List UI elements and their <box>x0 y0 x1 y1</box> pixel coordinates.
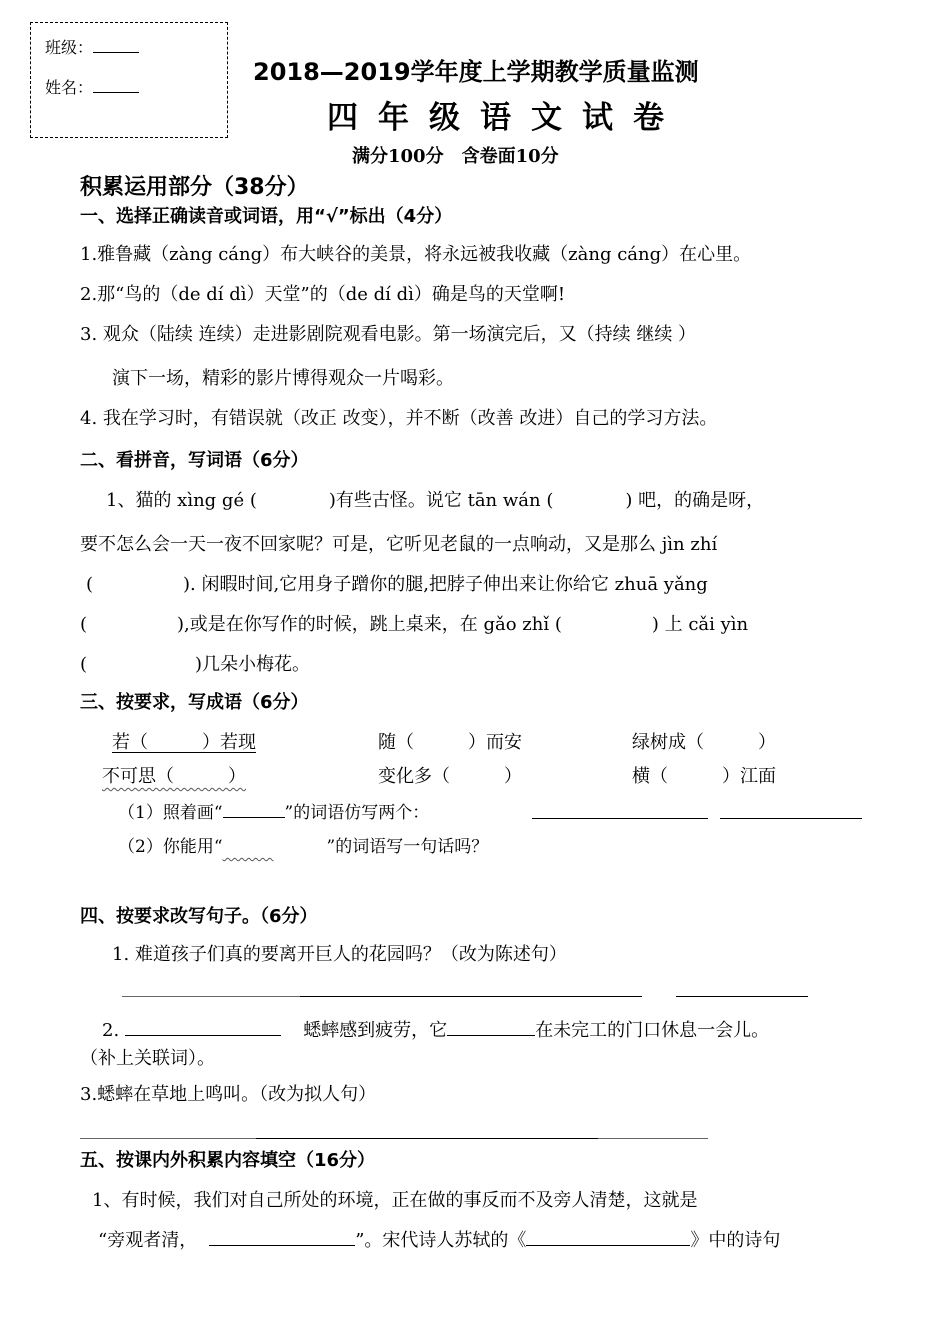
idiom-3[interactable]: 绿树成（ ） <box>632 732 776 753</box>
s3-q1-prefix: （1）照着画“ <box>118 803 223 823</box>
s3-q1-pattern-blank <box>223 817 285 818</box>
s2-line-5[interactable]: ( )几朵小梅花。 <box>80 654 311 675</box>
s4-q1-line-c[interactable] <box>676 996 808 997</box>
s5-q1-blank-1[interactable] <box>209 1245 355 1246</box>
s5-question-1-cont <box>98 1226 780 1252</box>
exam-score-note: 满分100分 含卷面10分 <box>352 146 559 167</box>
s4-q2-text-1: 蟋蟀感到疲劳，它 <box>303 1020 448 1041</box>
idiom-4[interactable]: 不可思（ ） <box>102 766 246 787</box>
s3-question-1 <box>118 798 429 823</box>
s4-q2-blank-1[interactable] <box>125 1035 281 1036</box>
part1-title: 积累运用部分（38分） <box>80 175 309 200</box>
class-label: 班级： <box>45 38 94 57</box>
s5-q1-text-1: “旁观者清， <box>98 1230 198 1251</box>
name-label: 姓名： <box>45 78 94 97</box>
s4-q3-line-b[interactable] <box>256 1138 598 1139</box>
s2-line-2[interactable]: 要不怎么会一天一夜不回家呢？可是，它听见老鼠的一点响动，又是那么 jìn zhí <box>80 534 718 555</box>
class-field[interactable] <box>45 35 139 58</box>
exam-title-year: 2018—2019学年度上学期教学质量监测 <box>253 58 699 86</box>
student-info-box <box>30 22 228 138</box>
exam-title-main: 四年级语文试卷 <box>327 100 684 136</box>
s4-q3-line-a[interactable] <box>80 1138 256 1139</box>
s4-question-2 <box>102 1016 769 1042</box>
s4-q2-num: 2. <box>102 1020 120 1041</box>
s1-question-3-cont: 演下一场，精彩的影片博得观众一片喝彩。 <box>112 368 454 389</box>
s5-question-1: 1、有时候，我们对自己所处的环境，正在做的事反而不及旁人清楚，这就是 <box>92 1190 698 1211</box>
s3-question-2 <box>118 832 488 857</box>
s5-q1-blank-2[interactable] <box>526 1245 690 1246</box>
s1-question-3[interactable]: 3. 观众（陆续 连续）走进影剧院观看电影。第一场演完后，又（持续 继续 ） <box>80 324 697 345</box>
section4-title: 四、按要求改写句子。（6分） <box>80 906 318 927</box>
s3-q1-answer-blank-1[interactable] <box>532 818 708 819</box>
s1-question-1[interactable]: 1.雅鲁藏（zàng cáng）布大峡谷的美景，将永远被我收藏（zàng cáng）在心里。 <box>80 244 752 265</box>
s2-line-3[interactable]: ( ). 闲暇时间,它用身子蹭你的腿,把脖子伸出来让你给它 zhuā yǎng <box>86 574 708 595</box>
s3-q2-pattern-blank <box>223 837 327 857</box>
s2-line-4[interactable]: ( ),或是在你写作的时候，跳上桌来，在 gǎo zhǐ ( ) 上 cǎi yìn <box>80 614 749 635</box>
section3-title: 三、按要求，写成语（6分） <box>80 692 309 713</box>
section2-title: 二、看拼音，写词语（6分） <box>80 450 309 471</box>
s4-q2-blank-2[interactable] <box>447 1035 535 1036</box>
s4-question-1: 1. 难道孩子们真的要离开巨人的花园吗？（改为陈述句） <box>112 944 567 965</box>
s3-q1-answer-blank-2[interactable] <box>720 818 862 819</box>
s5-q1-text-2: ”。宋代诗人苏轼的《 <box>355 1230 527 1251</box>
s1-question-2[interactable]: 2.那“鸟的（de dí dì）天堂”的（de dí dì）确是鸟的天堂啊! <box>80 284 566 305</box>
s1-question-4[interactable]: 4. 我在学习时，有错误就（改正 改变），并不断（改善 改进）自己的学习方法。 <box>80 408 718 429</box>
s3-q1-suffix: ”的词语仿写两个： <box>284 803 430 823</box>
idiom-1[interactable]: 若（ ）若现 <box>112 732 256 753</box>
s3-q2-suffix: ”的词语写一句话吗？ <box>326 837 489 857</box>
class-blank[interactable] <box>93 52 139 53</box>
idiom-6[interactable]: 横（ ）江面 <box>632 766 776 787</box>
section1-title: 一、选择正确读音或词语，用“√”标出（4分） <box>80 206 453 227</box>
s4-q2-text-2: 在未完工的门口休息一会儿。 <box>535 1020 770 1041</box>
s4-question-3: 3.蟋蟀在草地上鸣叫。（改为拟人句） <box>80 1084 377 1105</box>
section5-title: 五、按课内外积累内容填空（16分） <box>80 1150 376 1171</box>
idiom-5[interactable]: 变化多（ ） <box>378 766 522 787</box>
name-field[interactable] <box>45 75 139 98</box>
s2-line-1[interactable]: 1、猫的 xìng gé ( )有些古怪。说它 tān wán ( ) 吧，的确是呀， <box>106 490 765 511</box>
s4-q1-line-b[interactable] <box>300 996 642 997</box>
name-blank[interactable] <box>93 92 139 93</box>
s4-q1-line-a[interactable] <box>122 996 300 997</box>
s4-q3-line-c[interactable] <box>598 1138 708 1139</box>
idiom-2[interactable]: 随（ ）而安 <box>378 732 522 753</box>
s3-q2-prefix: （2）你能用“ <box>118 837 223 857</box>
s4-q2-instruction: （补上关联词）。 <box>80 1048 215 1069</box>
s5-q1-text-3: 》中的诗句 <box>690 1230 781 1251</box>
